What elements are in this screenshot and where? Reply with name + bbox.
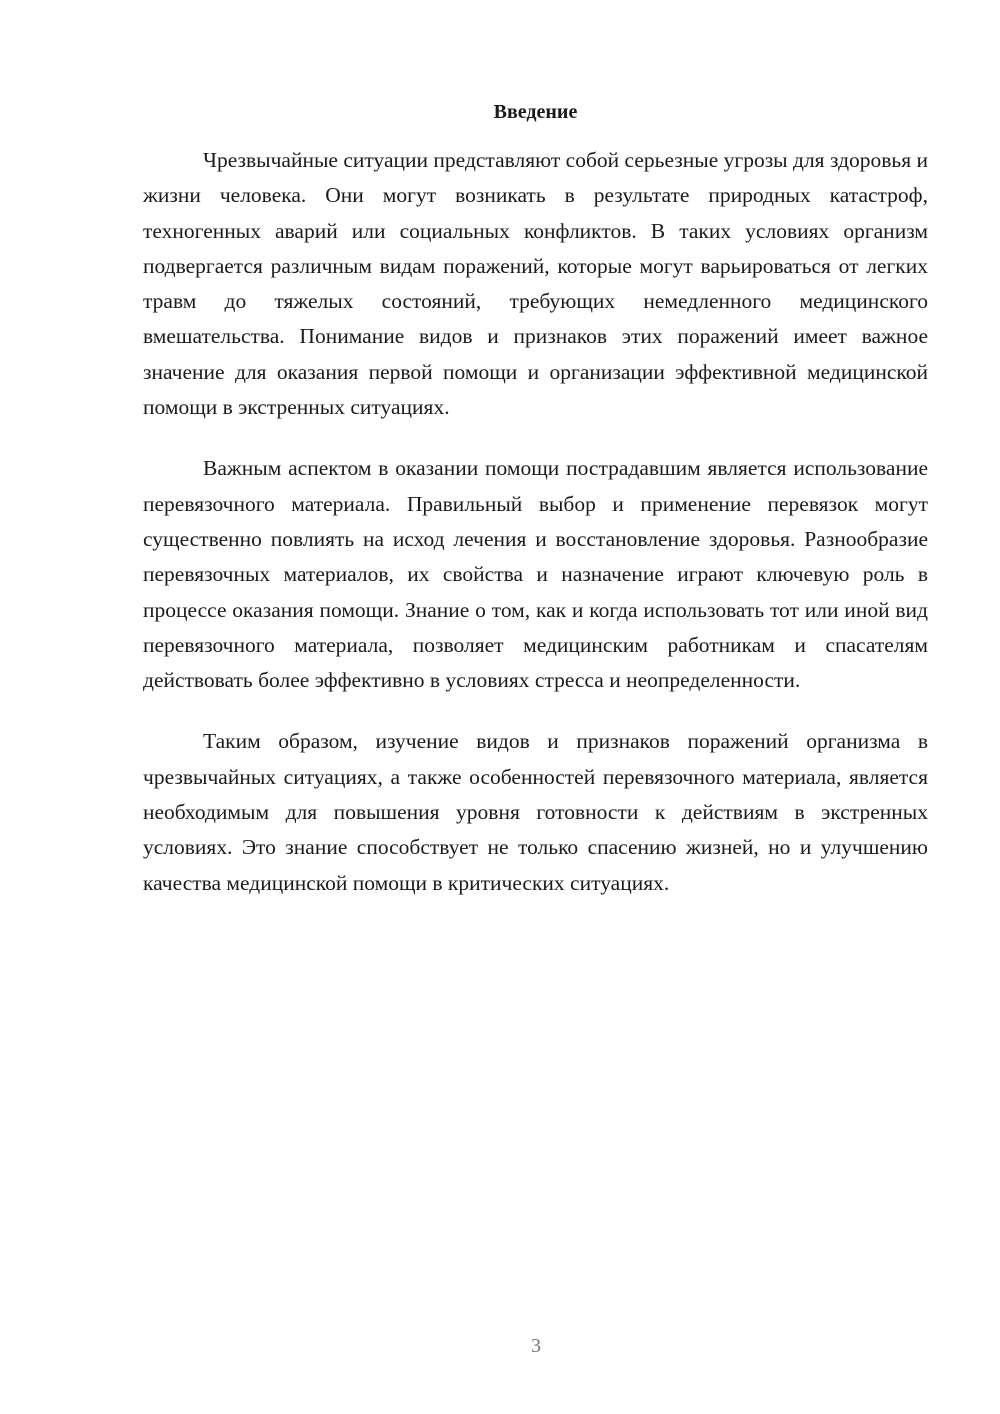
section-title: Введение <box>493 101 578 123</box>
paragraph-1: Чрезвычайные ситуации представляют собой серьезные угрозы для здоровья и жизни человека. Они могут возникать в результате природных катастроф, техногенных аварий или социальных конфликтов. В таких условиях организм подвергается различным видам поражений, которые могут варьироваться от легких травм до тяжелых состояний, требующих немедленного медицинского вмешательства. Понимание видов и признаков этих поражений имеет важное значение для оказания первой помощи и организации эффективной медицинской помощи в экстренных ситуациях. <box>143 148 928 420</box>
document-body <box>143 143 928 927</box>
paragraph-3: Таким образом, изучение видов и признаков поражений организма в чрезвычайных ситуациях, а также особенностей перевязочного материала, является необходимым для повышения уровня готовности к действиям в экстренных условиях. Это знание способствует не только спасению жизней, но и улучшению качества медицинской помощи в критических ситуациях. <box>143 729 928 895</box>
page-number: 3 <box>531 1335 541 1357</box>
paragraph-2: Важным аспектом в оказании помощи пострадавшим является использование перевязочного материала. Правильный выбор и применение перевязок могут существенно повлиять на исход лечения и восстановление здоровья. Разнообразие перевязочных материалов, их свойства и назначение играют ключевую роль в процессе оказания помощи. Знание о том, как и когда использовать тот или иной вид перевязочного материала, позволяет медицинским работникам и спасателям действовать более эффективно в условиях стресса и неопределенности. <box>143 456 928 693</box>
